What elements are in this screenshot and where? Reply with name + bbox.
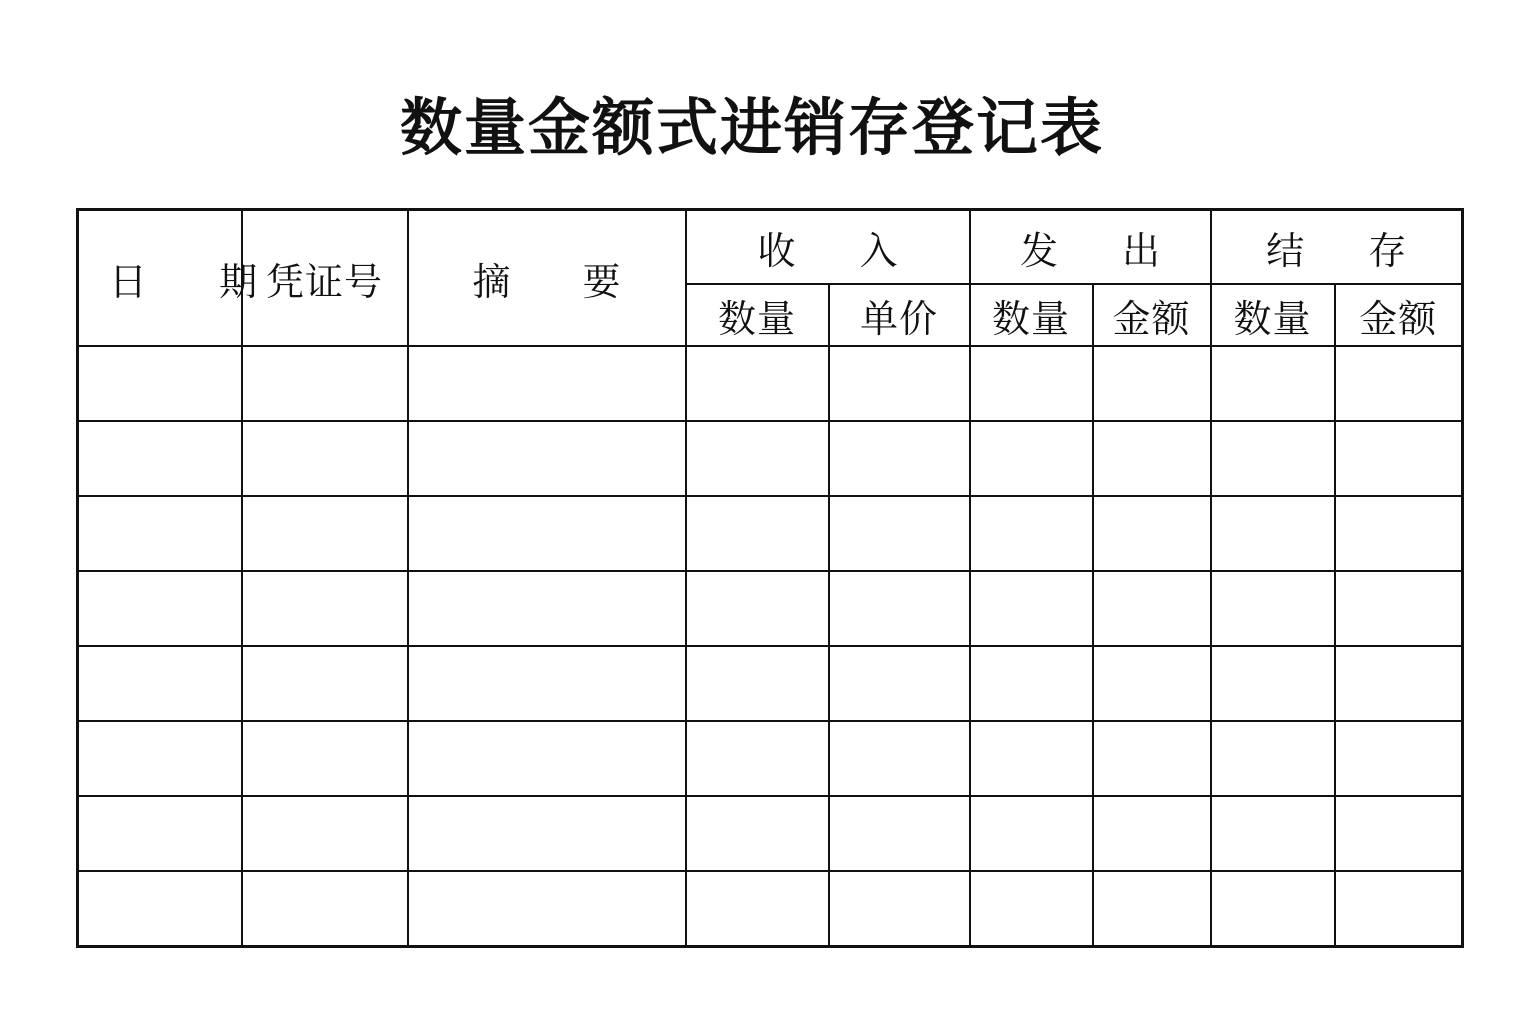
cell-issue-quantity[interactable]	[970, 496, 1093, 571]
cell-issue-amount[interactable]	[1093, 496, 1211, 571]
cell-voucher-no[interactable]	[242, 796, 408, 871]
cell-summary[interactable]	[408, 721, 686, 796]
cell-balance-amount[interactable]	[1335, 346, 1463, 421]
table-row	[78, 646, 1463, 721]
cell-issue-quantity[interactable]	[970, 646, 1093, 721]
cell-summary[interactable]	[408, 871, 686, 947]
cell-income-quantity[interactable]	[686, 346, 829, 421]
cell-issue-quantity[interactable]	[970, 796, 1093, 871]
cell-income-quantity[interactable]	[686, 421, 829, 496]
cell-date[interactable]	[78, 871, 242, 947]
table-row	[78, 346, 1463, 421]
cell-income-unit-price[interactable]	[829, 346, 970, 421]
cell-summary[interactable]	[408, 646, 686, 721]
cell-income-quantity[interactable]	[686, 721, 829, 796]
cell-issue-amount[interactable]	[1093, 721, 1211, 796]
header-issue-quantity: 数量	[970, 284, 1093, 346]
cell-balance-quantity[interactable]	[1211, 796, 1335, 871]
cell-voucher-no[interactable]	[242, 421, 408, 496]
cell-income-unit-price[interactable]	[829, 571, 970, 646]
cell-balance-amount[interactable]	[1335, 796, 1463, 871]
cell-issue-amount[interactable]	[1093, 796, 1211, 871]
cell-summary[interactable]	[408, 496, 686, 571]
cell-date[interactable]	[78, 646, 242, 721]
cell-date[interactable]	[78, 796, 242, 871]
cell-issue-amount[interactable]	[1093, 646, 1211, 721]
cell-income-unit-price[interactable]	[829, 646, 970, 721]
cell-summary[interactable]	[408, 421, 686, 496]
cell-summary[interactable]	[408, 796, 686, 871]
cell-income-unit-price[interactable]	[829, 721, 970, 796]
cell-summary[interactable]	[408, 571, 686, 646]
cell-balance-quantity[interactable]	[1211, 646, 1335, 721]
cell-balance-quantity[interactable]	[1211, 346, 1335, 421]
cell-issue-amount[interactable]	[1093, 421, 1211, 496]
cell-income-unit-price[interactable]	[829, 421, 970, 496]
header-income-quantity: 数量	[686, 284, 829, 346]
cell-income-unit-price[interactable]	[829, 871, 970, 947]
cell-balance-quantity[interactable]	[1211, 496, 1335, 571]
cell-balance-quantity[interactable]	[1211, 571, 1335, 646]
cell-issue-quantity[interactable]	[970, 346, 1093, 421]
cell-voucher-no[interactable]	[242, 346, 408, 421]
cell-issue-quantity[interactable]	[970, 721, 1093, 796]
cell-issue-quantity[interactable]	[970, 871, 1093, 947]
cell-issue-amount[interactable]	[1093, 571, 1211, 646]
cell-issue-amount[interactable]	[1093, 871, 1211, 947]
table-row	[78, 796, 1463, 871]
cell-voucher-no[interactable]	[242, 496, 408, 571]
cell-voucher-no[interactable]	[242, 646, 408, 721]
table-row	[78, 721, 1463, 796]
cell-summary[interactable]	[408, 346, 686, 421]
inventory-ledger-table	[76, 208, 1464, 948]
header-income: 收 入	[686, 210, 970, 285]
cell-income-quantity[interactable]	[686, 796, 829, 871]
cell-balance-amount[interactable]	[1335, 496, 1463, 571]
table-row	[78, 571, 1463, 646]
page-title: 数量金额式进销存登记表	[399, 91, 1104, 164]
cell-issue-quantity[interactable]	[970, 421, 1093, 496]
cell-income-unit-price[interactable]	[829, 496, 970, 571]
cell-income-quantity[interactable]	[686, 571, 829, 646]
header-balance-amount: 金额	[1335, 284, 1463, 346]
header-voucher-no: 凭证号	[242, 210, 408, 347]
cell-balance-amount[interactable]	[1335, 871, 1463, 947]
header-date: 日 期	[78, 210, 242, 347]
table-row	[78, 421, 1463, 496]
cell-issue-quantity[interactable]	[970, 571, 1093, 646]
header-summary: 摘 要	[408, 210, 686, 347]
cell-date[interactable]	[78, 571, 242, 646]
cell-income-quantity[interactable]	[686, 646, 829, 721]
cell-date[interactable]	[78, 721, 242, 796]
cell-voucher-no[interactable]	[242, 871, 408, 947]
cell-income-quantity[interactable]	[686, 496, 829, 571]
cell-voucher-no[interactable]	[242, 721, 408, 796]
header-balance: 结 存	[1211, 210, 1463, 285]
table-row	[78, 496, 1463, 571]
header-issue-amount: 金额	[1093, 284, 1211, 346]
cell-voucher-no[interactable]	[242, 571, 408, 646]
cell-balance-amount[interactable]	[1335, 571, 1463, 646]
header-issue: 发 出	[970, 210, 1211, 285]
cell-balance-amount[interactable]	[1335, 646, 1463, 721]
cell-balance-quantity[interactable]	[1211, 721, 1335, 796]
header-balance-quantity: 数量	[1211, 284, 1335, 346]
cell-date[interactable]	[78, 346, 242, 421]
cell-issue-amount[interactable]	[1093, 346, 1211, 421]
cell-date[interactable]	[78, 421, 242, 496]
cell-balance-quantity[interactable]	[1211, 421, 1335, 496]
cell-balance-quantity[interactable]	[1211, 871, 1335, 947]
header-row-primary	[78, 210, 1463, 285]
cell-date[interactable]	[78, 496, 242, 571]
cell-income-quantity[interactable]	[686, 871, 829, 947]
table-row	[78, 871, 1463, 947]
header-income-unit-price: 单价	[829, 284, 970, 346]
cell-income-unit-price[interactable]	[829, 796, 970, 871]
cell-balance-amount[interactable]	[1335, 421, 1463, 496]
cell-balance-amount[interactable]	[1335, 721, 1463, 796]
